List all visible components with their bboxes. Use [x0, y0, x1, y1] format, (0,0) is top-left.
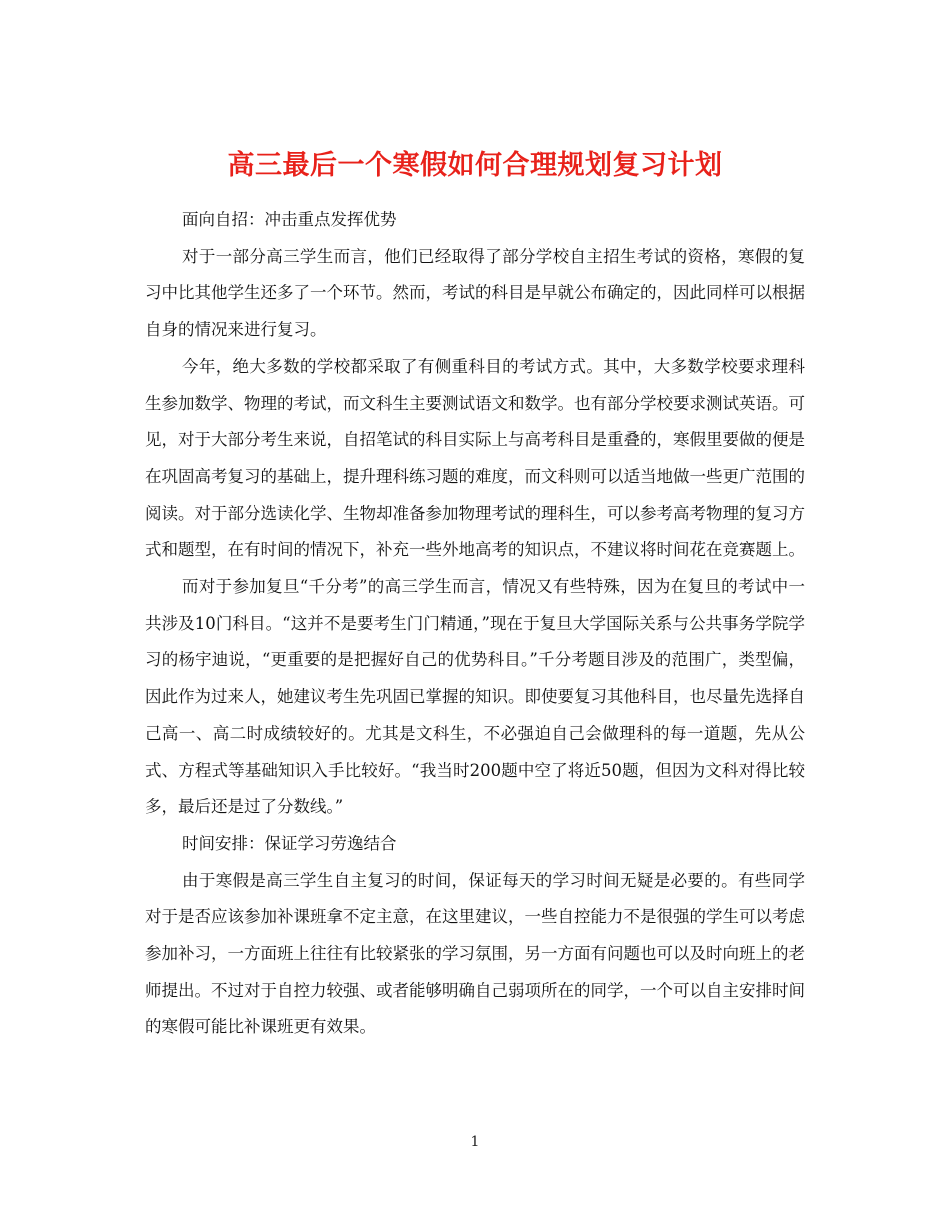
- paragraph-admission-intro: 对于一部分高三学生而言，他们已经取得了部分学校自主招生考试的资格，寒假的复习中比其他学生还多了一个环节。然而，考试的科目是早就公布确定的，因此同样可以根据自身的情况来进行复习。: [145, 246, 805, 340]
- paragraph-exam-subjects: 今年，绝大多数的学校都采取了有侧重科目的考试方式。其中，大多数学校要求理科生参加数学、物理的考试，而文科生主要测试语文和数学。也有部分学校要求测试英语。可见，对于大部分考生来说，自招笔试的科目实际上与高考科目是重叠的，寒假里要做的便是在巩固高考复习的基础上，提升理科练习题的难度，而文科则可以适当地做一些更广范围的阅读。对于部分选读化学、生物却准备参加物理考试的理科生，可以参考高考物理的复习方式和题型，在有时间的情况下，补充一些外地高考的知识点，不建议将时间花在竞赛题上。: [145, 356, 805, 560]
- document-title: 高三最后一个寒假如何合理规划复习计划: [227, 150, 723, 182]
- section-heading-admission: 面向自招：冲击重点发挥优势: [182, 210, 397, 229]
- page-number: 1: [470, 1134, 480, 1150]
- paragraph-schedule: 由于寒假是高三学生自主复习的时间，保证每天的学习时间无疑是必要的。有些同学对于是否应该参加补课班拿不定主意，在这里建议，一些自控能力不是很强的学生可以考虑参加补习，一方面班上往往有比较紧张的学习氛围，另一方面有问题也可以及时向班上的老师提出。不过对于自控力较强、或者能够明确自己弱项所在的同学，一个可以自主安排时间的寒假可能比补课班更有效果。: [145, 870, 805, 1037]
- document-body: [145, 202, 805, 1046]
- paragraph-fudan-exam: 而对于参加复旦“千分考”的高三学生而言，情况又有些特殊，因为在复旦的考试中一共涉及10门科目。“这并不是要考生门门精通，”现在于复旦大学国际关系与公共事务学院学习的杨宇迪说，“更重要的是把握好自己的优势科目。”千分考题目涉及的范围广，类型偏，因此作为过来人，她建议考生先巩固已掌握的知识。即使要复习其他科目，也尽量先选择自己高一、高二时成绩较好的。尤其是文科生，不必强迫自己会做理科的每一道题，先从公式、方程式等基础知识入手比较好。“我当时200题中空了将近50题，但因为文科对得比较多，最后还是过了分数线。”: [145, 577, 805, 817]
- section-heading-schedule: 时间安排：保证学习劳逸结合: [182, 833, 397, 853]
